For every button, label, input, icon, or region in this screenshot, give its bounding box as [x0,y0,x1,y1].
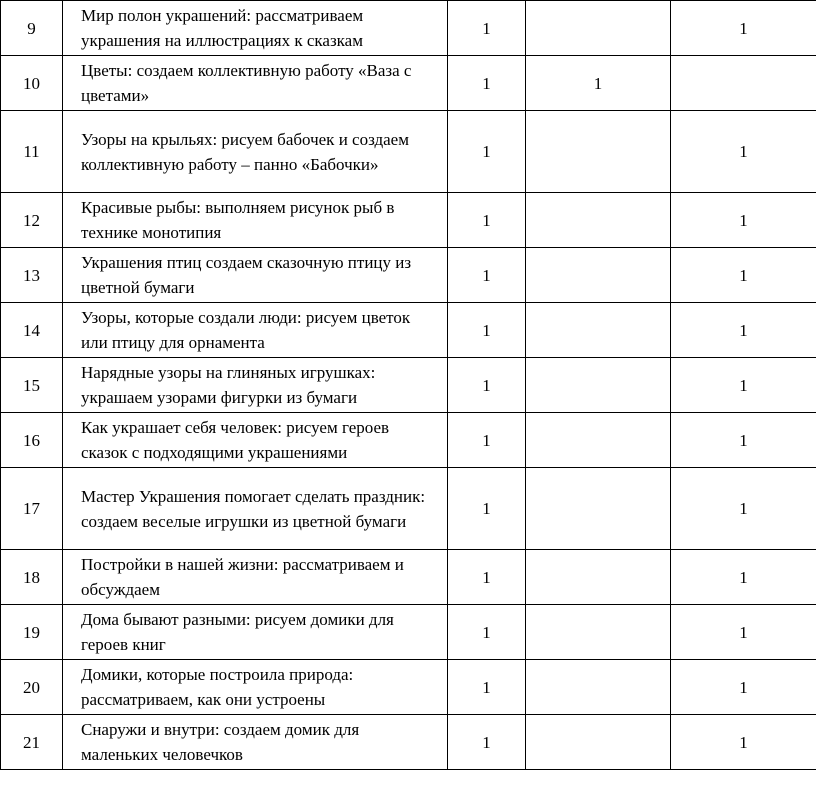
hours-cell: 1 [526,56,671,111]
row-number-cell: 10 [1,56,63,111]
topic-cell: Цветы: создаем коллективную работу «Ваза с цветами» [63,56,448,111]
hours-cell [526,248,671,303]
row-number-cell: 16 [1,413,63,468]
row-number-cell: 17 [1,468,63,550]
table-row [1,660,816,715]
table-row [1,550,816,605]
table-row [1,413,816,468]
hours-cell [526,660,671,715]
topic-cell: Постройки в нашей жизни: рассматриваем и обсуждаем [63,550,448,605]
topic-cell: Украшения птиц создаем сказочную птицу из цветной бумаги [63,248,448,303]
table-row [1,303,816,358]
row-number-cell: 19 [1,605,63,660]
row-number-cell: 14 [1,303,63,358]
topic-cell: Дома бывают разными: рисуем домики для героев книг [63,605,448,660]
topic-cell: Мир полон украшений: рассматриваем украшения на иллюстрациях к сказкам [63,1,448,56]
topic-cell: Красивые рыбы: выполняем рисунок рыб в технике монотипия [63,193,448,248]
hours-cell: 1 [448,303,526,358]
hours-cell: 1 [448,550,526,605]
hours-cell: 1 [448,413,526,468]
topic-cell: Узоры, которые создали люди: рисуем цветок или птицу для орнамента [63,303,448,358]
topic-cell: Снаружи и внутри: создаем домик для маленьких человечков [63,715,448,770]
hours-cell: 1 [448,1,526,56]
topic-cell: Нарядные узоры на глиняных игрушках: украшаем узорами фигурки из бумаги [63,358,448,413]
hours-cell: 1 [671,1,816,56]
hours-cell [526,193,671,248]
hours-cell: 1 [671,303,816,358]
hours-cell: 1 [448,715,526,770]
table-row [1,56,816,111]
hours-cell: 1 [671,715,816,770]
hours-cell [526,413,671,468]
hours-cell: 1 [671,111,816,193]
hours-cell: 1 [671,468,816,550]
hours-cell [526,111,671,193]
table-row [1,111,816,193]
hours-cell [526,550,671,605]
table-row [1,605,816,660]
hours-cell: 1 [448,605,526,660]
row-number-cell: 20 [1,660,63,715]
row-number-cell: 18 [1,550,63,605]
row-number-cell: 13 [1,248,63,303]
hours-cell [526,605,671,660]
table-row [1,468,816,550]
row-number-cell: 12 [1,193,63,248]
topic-cell: Домики, которые построила природа: рассматриваем, как они устроены [63,660,448,715]
hours-cell: 1 [671,248,816,303]
hours-cell [526,715,671,770]
hours-cell: 1 [671,660,816,715]
topic-cell: Мастер Украшения помогает сделать праздник: создаем веселые игрушки из цветной бумаги [63,468,448,550]
hours-cell: 1 [448,56,526,111]
hours-cell: 1 [671,605,816,660]
hours-cell [526,303,671,358]
hours-cell: 1 [448,358,526,413]
row-number-cell: 21 [1,715,63,770]
table-row [1,248,816,303]
table-row [1,358,816,413]
topic-cell: Как украшает себя человек: рисуем героев сказок с подходящими украшениями [63,413,448,468]
hours-cell [526,468,671,550]
table-row [1,1,816,56]
topic-cell: Узоры на крыльях: рисуем бабочек и создаем коллективную работу – панно «Бабочки» [63,111,448,193]
hours-cell [671,56,816,111]
row-number-cell: 11 [1,111,63,193]
table-row [1,193,816,248]
row-number-cell: 9 [1,1,63,56]
hours-cell: 1 [671,550,816,605]
table-row [1,715,816,770]
row-number-cell: 15 [1,358,63,413]
hours-cell: 1 [448,111,526,193]
hours-cell: 1 [671,413,816,468]
hours-cell [526,1,671,56]
hours-cell: 1 [671,193,816,248]
hours-cell: 1 [448,468,526,550]
hours-cell: 1 [448,193,526,248]
hours-cell: 1 [448,248,526,303]
hours-cell: 1 [448,660,526,715]
hours-cell [526,358,671,413]
hours-cell: 1 [671,358,816,413]
